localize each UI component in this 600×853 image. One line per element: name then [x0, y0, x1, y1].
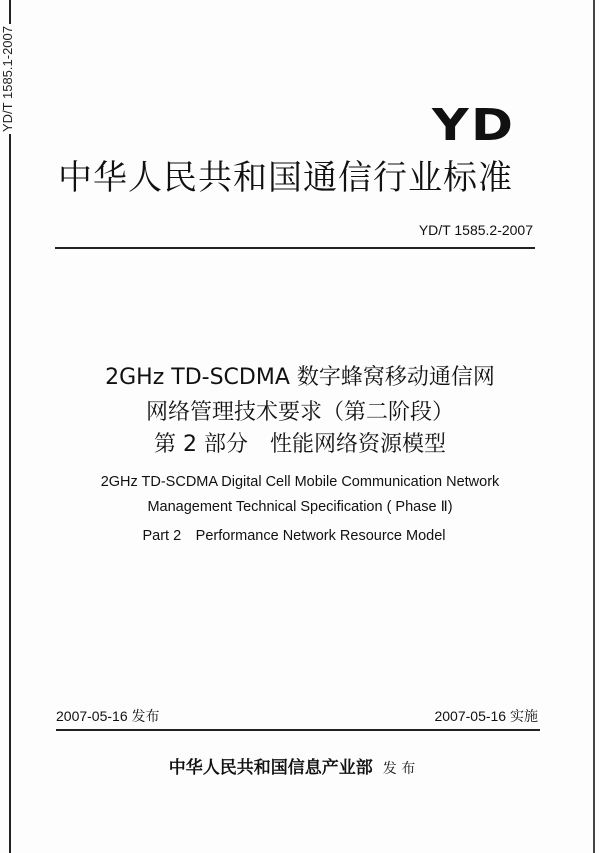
title-zh-1: 2GHz TD-SCDMA 数字蜂窝移动通信网 — [105, 365, 495, 390]
title-zh-3: 第 2 部分 性能网络资源模型 — [154, 432, 446, 457]
issue-date: 2007-05-16 发布 — [56, 708, 160, 724]
header-title: 中华人民共和国通信行业标准 — [58, 158, 513, 198]
title-en-3: Part 2 Performance Network Resource Model — [142, 528, 446, 544]
implement-date: 2007-05-16 实施 — [434, 708, 538, 724]
title-en-2: Management Technical Specification ( Phase Ⅱ) — [147, 499, 453, 515]
standard-number: YD/T 1585.2-2007 — [418, 222, 533, 238]
yd-logo: YD — [432, 100, 516, 151]
publisher-suffix: 发 布 — [382, 761, 416, 777]
publisher — [0, 753, 592, 778]
top-rule — [55, 247, 535, 249]
title-zh-2: 网络管理技术要求（第二阶段） — [145, 400, 454, 425]
side-label: YD/T 1585.1-2007 — [0, 26, 15, 132]
bottom-rule — [56, 729, 540, 731]
publisher-name: 中华人民共和国信息产业部 — [168, 758, 373, 778]
title-en-1: 2GHz TD-SCDMA Digital Cell Mobile Communication Network — [100, 474, 500, 490]
